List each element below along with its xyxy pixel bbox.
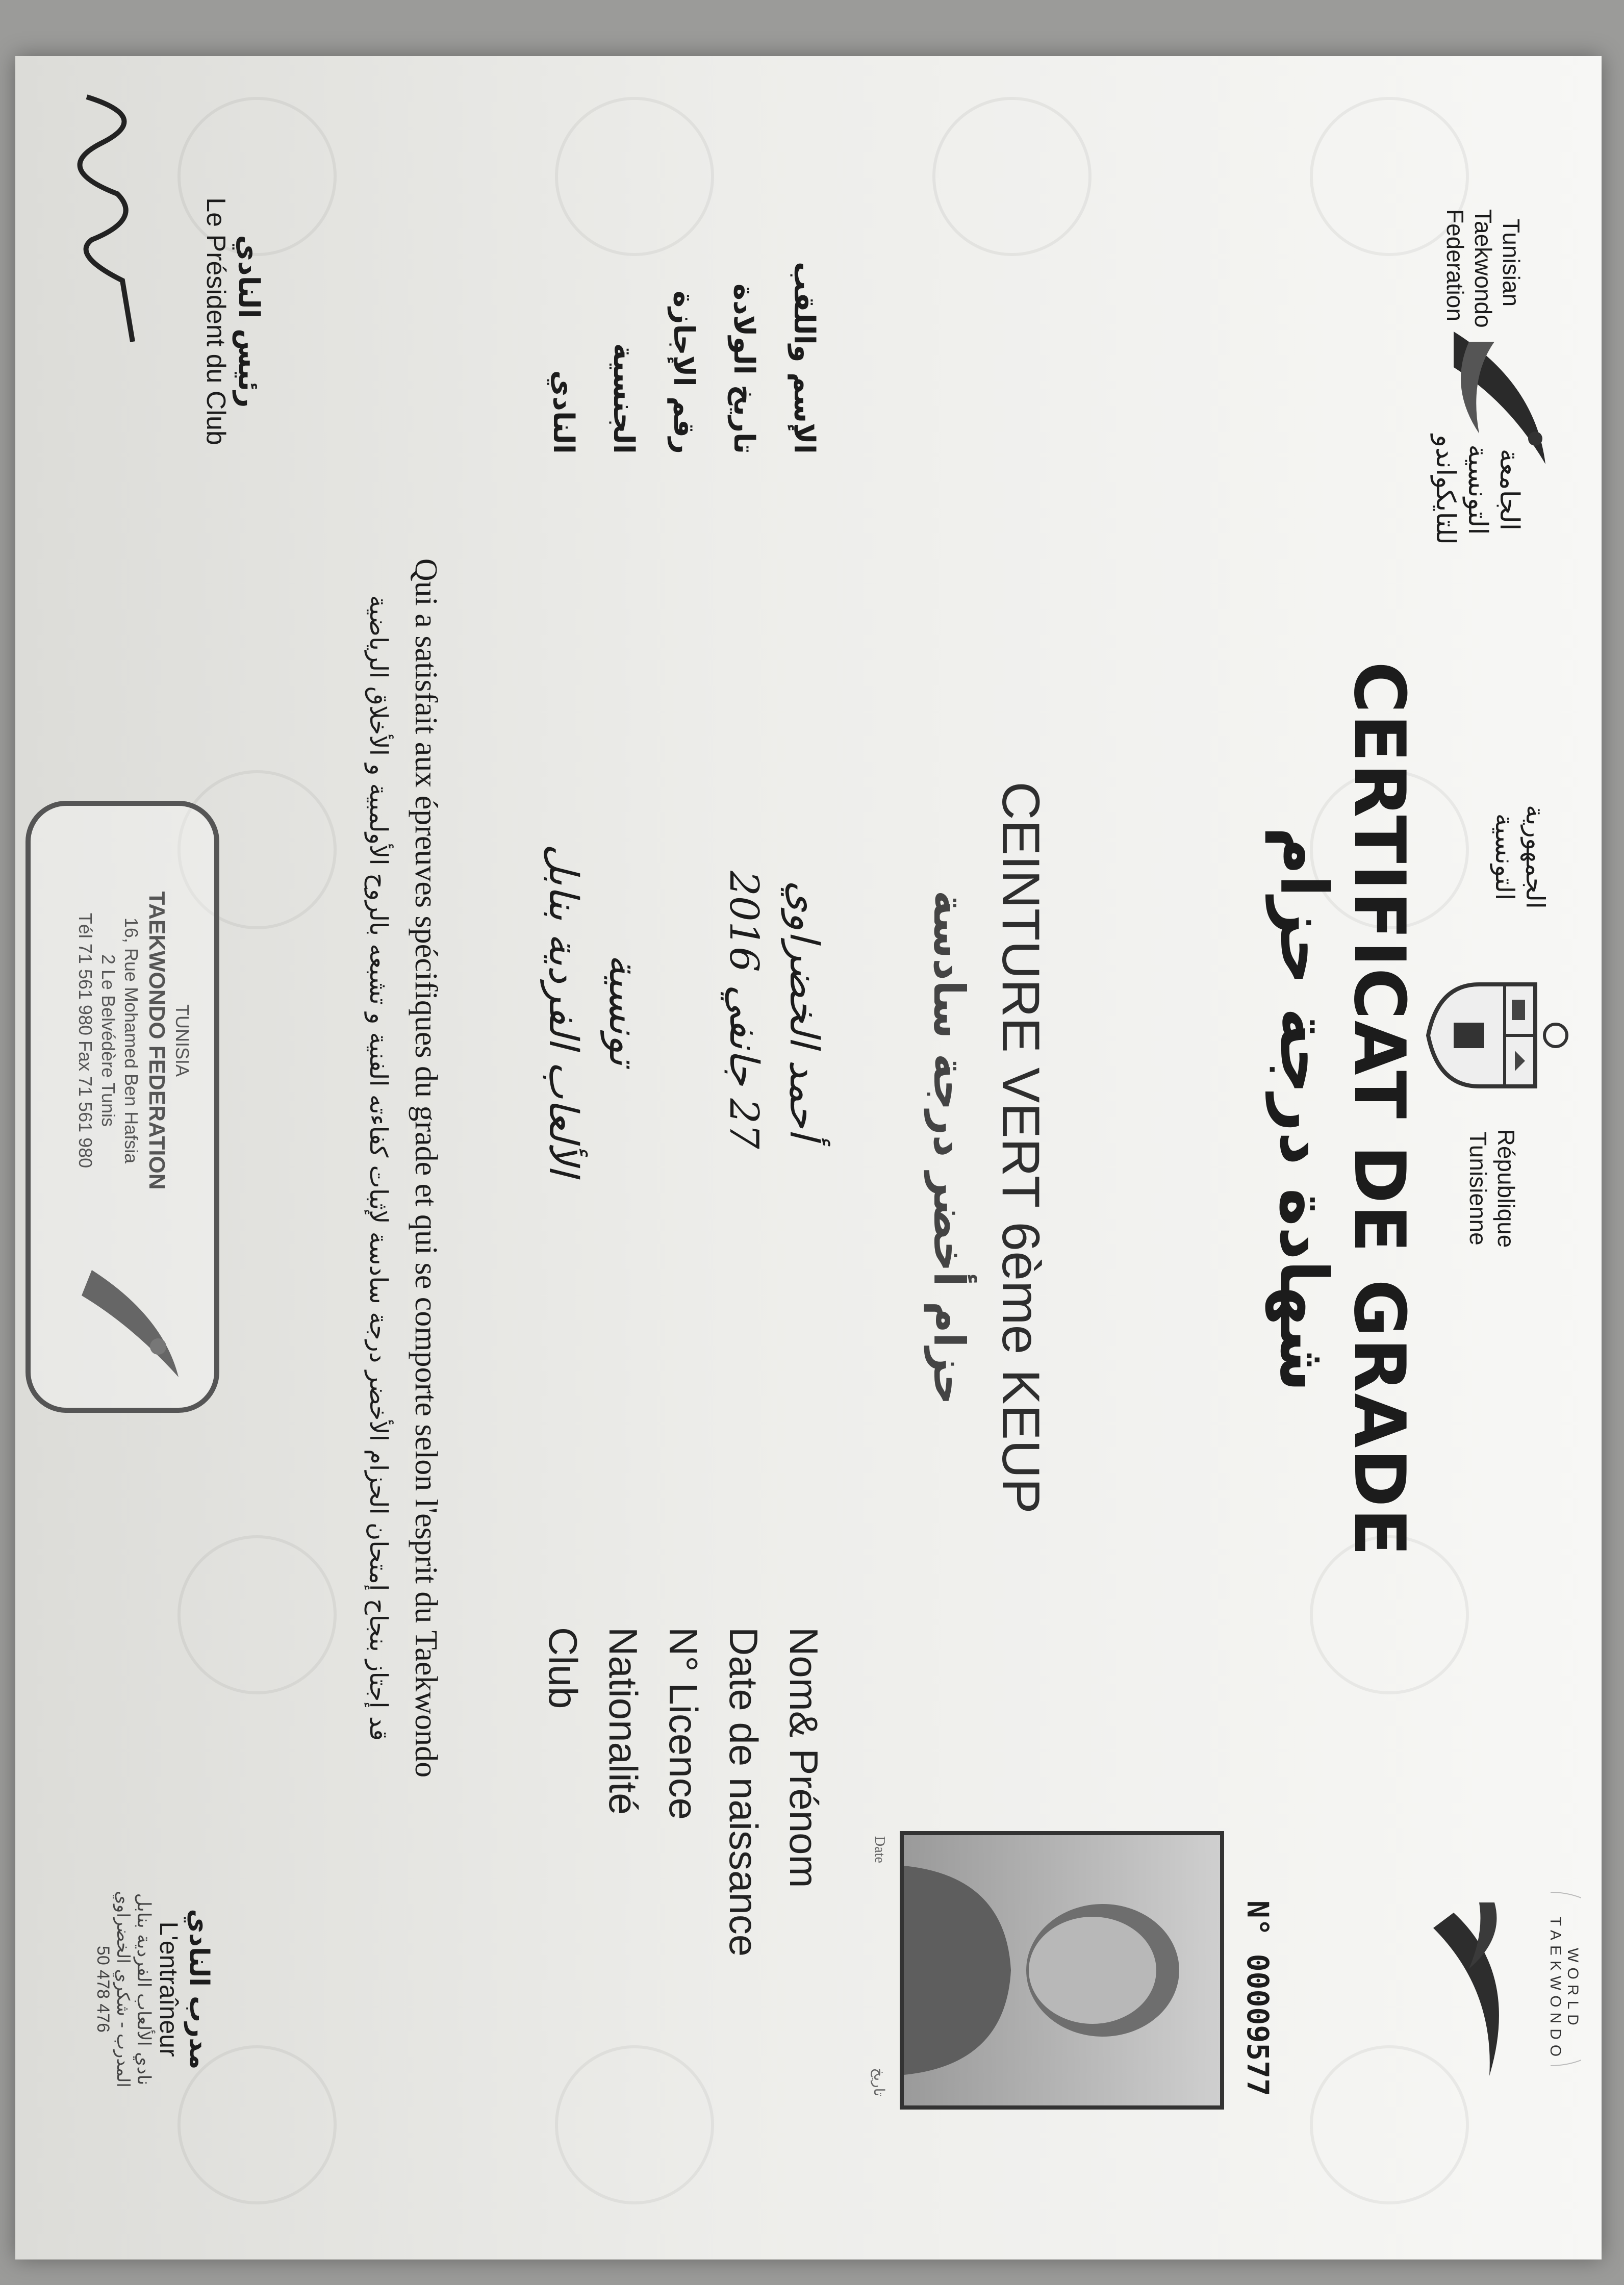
certificate-title-ar: شهادة درجة حزام [1265, 827, 1341, 1392]
certificate-number [1240, 1739, 1275, 2096]
field-row-licence [651, 260, 711, 2106]
holder-photo [900, 1831, 1224, 2110]
trainer-title-fr: L'entraîneur [155, 1921, 183, 2057]
field-label-fr: N° Licence [661, 1627, 706, 1820]
certificate-paper [15, 56, 1602, 2259]
statement-ar: قد إجتاز بنجاح إمتحان الحزام الأخضر درجة سادسة لإثبات كفاءته الفنية و تشبعه بالروح الأولمبية و الأخلاق الرياضية [364, 595, 393, 1741]
belt-grade-ar: حزام أخضر درجة سادسة [924, 890, 974, 1405]
field-row-nationality [591, 260, 651, 2106]
stamp-line: 2 Le Belvédère Tunis [98, 954, 119, 1127]
field-label-fr: Date de naissance [721, 1627, 766, 1957]
field-label-ar: رقم الإجازة [667, 291, 700, 454]
field-row-name [771, 260, 831, 2106]
stamp-line: TAEKWONDO FEDERATION [144, 891, 169, 1190]
federation-stamp [26, 801, 219, 1413]
federation-name-ar: الجامعة التونسية للتايكواندو [1430, 435, 1525, 545]
field-value-nationality: تونسية [600, 954, 646, 1066]
field-value-name: أحمد الخضراوي [781, 880, 827, 1139]
federation-stamp-lines [74, 836, 194, 1245]
certificate-number-value: 00009577 [1240, 1953, 1275, 2096]
federation-name-en: Tunisian Taekwondo Federation [1441, 209, 1525, 328]
certificate-number-label: N° [1240, 1900, 1275, 1936]
federation-stamp-logo [61, 1255, 194, 1387]
field-value-club: الألعاب الفردية بنابل [540, 844, 586, 1176]
field-row-club [530, 260, 591, 2106]
watermark-taekwondo-logo [177, 1535, 337, 1694]
trainer-stamp-name: المدرب - شكري الخضراوي [113, 1891, 133, 2088]
field-label-fr: Nationalité [601, 1627, 646, 1815]
president-signature-block [199, 194, 265, 449]
statement-fr: Qui a satisfait aux épreuves spécifiques du grade et qui se comporte selon l'esprit du Taekwondo [409, 558, 443, 1778]
certificate-title-fr: CERTIFICAT DE GRADE [1338, 661, 1420, 1558]
republic-name-ar: الجمهورية التونسية [1490, 804, 1550, 909]
tunisia-coat-of-arms-icon [1423, 964, 1571, 1107]
person-silhouette-icon [904, 1835, 1220, 2105]
trainer-stamp-club: نادي الألعاب الفردية بنابل [133, 1893, 154, 2086]
field-label-ar: تاريخ الولادة [727, 283, 760, 454]
stamp-line: 16, Rue Mohamed Ben Hafsia [121, 917, 142, 1164]
president-title-fr: Le Président du Club [201, 197, 231, 445]
president-title-ar: رئيس النادي [232, 235, 265, 408]
field-row-birthdate [711, 260, 771, 2106]
photo-date-label: Date [872, 1836, 887, 1863]
certificate-fields [530, 260, 831, 2106]
certificate-sheet [15, 56, 1602, 2259]
field-label-ar: الجنسية [607, 343, 640, 454]
field-label-ar: الإسم واللقب [788, 262, 821, 454]
photo-date-ar: تاريخ [871, 2068, 887, 2096]
field-label-fr: Nom& Prénom [781, 1627, 826, 1888]
field-value-birthdate: 27 جانفي 2016 [721, 871, 767, 1149]
belt-grade-fr: CEINTURE VERT 6ème KEUP [991, 781, 1050, 1514]
stamp-line: Tél 71 561 980 Fax 71 561 980 [75, 912, 96, 1169]
watermark-taekwondo-logo [932, 97, 1092, 256]
field-label-ar: النادي [547, 370, 580, 454]
trainer-title-ar: مدرب النادي [184, 1909, 214, 2070]
stamp-line: TUNISIA [172, 1004, 193, 1077]
field-label-fr: Club [541, 1627, 586, 1709]
trainer-signature-block [93, 1851, 214, 2127]
president-signature-icon [61, 87, 163, 352]
republic-name-fr: République Tunisienne [1464, 1129, 1519, 1248]
watermark-taekwondo-logo [555, 97, 714, 256]
trainer-stamp-phone: 50 478 476 [93, 1945, 113, 2033]
world-taekwondo-label: WORLD TAEKWONDO [1547, 1916, 1581, 2062]
